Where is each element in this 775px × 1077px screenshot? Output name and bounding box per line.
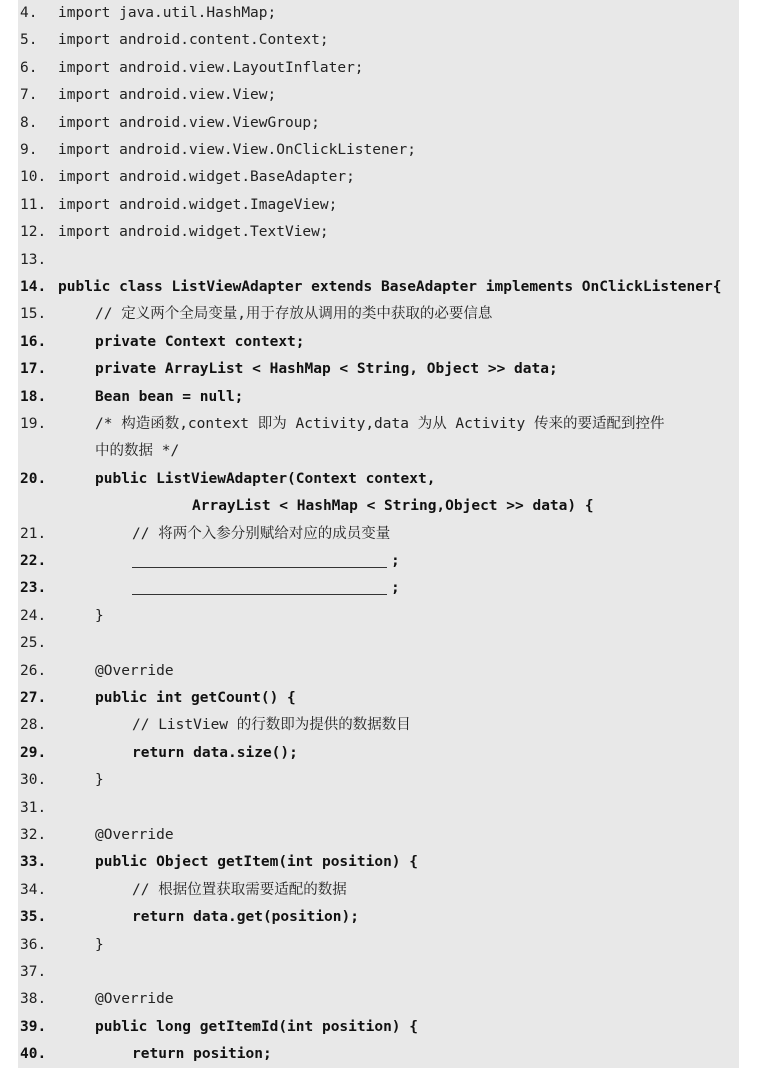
code-text: import android.content.Context; [58,32,329,49]
line-number: 36. [20,936,47,953]
line-number: 13. [20,251,47,268]
line-number: 28. [20,717,47,734]
code-line [18,110,739,137]
code-text: public long getItemId(int position) { [95,1018,419,1035]
line-number: 15. [20,306,47,323]
code-text: import android.view.View; [58,87,277,104]
code-line [18,986,739,1013]
code-text: private Context context; [95,333,305,350]
line-number: 40. [20,1046,47,1063]
code-line [18,164,739,191]
code-text: private ArrayList < HashMap < String, Object >> data; [95,361,558,378]
code-line [18,1041,739,1068]
line-number: 8. [20,114,38,131]
code-line [18,55,739,82]
code-line [18,219,739,246]
code-line [18,274,739,301]
line-number: 32. [20,827,47,843]
code-text: // 根据位置获取需要适配的数据 [132,881,347,898]
code-line [18,603,739,630]
code-line [18,712,739,739]
line-number: 39. [20,1018,47,1035]
code-line [18,575,739,602]
code-listing [18,0,739,1068]
line-number: 16. [20,333,47,350]
code-text: @Override [95,827,174,843]
line-number: 37. [20,964,47,980]
code-line [18,329,739,356]
code-line [18,822,739,849]
line-number: 38. [20,991,47,1008]
code-text: } [95,607,104,624]
code-line [18,932,739,959]
code-text: import android.widget.BaseAdapter; [58,169,355,186]
line-number: 18. [20,388,47,405]
code-line [18,1014,739,1041]
line-number: 19. [20,416,47,432]
code-line [18,904,739,931]
code-line [18,411,739,438]
code-line [18,0,739,27]
line-number: 34. [20,881,47,898]
code-text: return position; [132,1046,272,1063]
code-line [18,685,739,712]
code-line [18,795,739,822]
code-text: import android.widget.TextView; [58,224,329,241]
line-number: 12. [20,224,47,241]
code-text: public class ListViewAdapter extends BaseAdapter implements OnClickListener{ [58,279,722,295]
line-number: 9. [20,142,38,158]
fill-in-blank: ; [391,553,400,569]
line-number: 17. [20,361,47,378]
code-line [18,301,739,328]
code-line [18,767,739,794]
line-number: 5. [20,32,38,49]
code-line [18,27,739,54]
code-text: Bean bean = null; [95,388,244,405]
code-line [18,192,739,219]
line-number: 29. [20,744,47,761]
code-line [18,438,739,465]
code-text: return data.get(position); [132,909,359,926]
code-text: } [95,772,104,789]
code-line [18,82,739,109]
line-number: 22. [20,553,47,569]
code-text: // ListView 的行数即为提供的数据数目 [132,717,411,734]
code-line [18,658,739,685]
line-number: 4. [20,5,38,21]
code-line [18,959,739,986]
line-number: 25. [20,635,47,652]
line-number: 21. [20,525,47,542]
line-number: 6. [20,59,38,76]
code-text: // 将两个入参分别赋给对应的成员变量 [132,525,391,542]
line-number: 35. [20,909,47,926]
code-line [18,356,739,383]
code-text: /* 构造函数,context 即为 Activity,data 为从 Activity 传来的要适配到控件 [95,416,665,432]
line-number: 10. [20,169,47,186]
code-text: import android.view.ViewGroup; [58,114,320,131]
line-number: 7. [20,87,38,104]
line-number: 23. [20,580,47,597]
code-line [18,137,739,164]
code-line [18,247,739,274]
line-number: 30. [20,772,47,789]
code-text: } [95,936,104,953]
code-text: @Override [95,991,174,1008]
line-number: 14. [20,279,47,295]
code-text: public int getCount() { [95,690,296,706]
code-line [18,466,739,493]
code-line [18,384,739,411]
code-line [18,740,739,767]
blank-underline [132,567,387,568]
code-text: import android.view.View.OnClickListener; [58,142,416,158]
code-text: return data.size(); [132,744,298,761]
code-line [18,630,739,657]
code-text: import java.util.HashMap; [58,5,277,21]
line-number: 26. [20,662,47,679]
code-line [18,849,739,876]
code-line [18,521,739,548]
code-line [18,877,739,904]
line-number: 27. [20,690,47,706]
code-text: // 定义两个全局变量,用于存放从调用的类中获取的必要信息 [95,306,493,323]
line-number: 31. [20,799,47,816]
line-number: 11. [20,196,47,213]
fill-in-blank: ; [391,580,400,597]
code-line [18,493,739,520]
code-text: @Override [95,662,174,679]
code-text: 中的数据 */ [95,443,180,460]
line-number: 33. [20,854,47,871]
code-line [18,548,739,575]
blank-underline [132,594,387,595]
line-number: 20. [20,470,47,487]
code-text: public ListViewAdapter(Context context, [95,470,436,487]
code-text: import android.view.LayoutInflater; [58,59,364,76]
code-text: ArrayList < HashMap < String,Object >> data) { [192,498,594,515]
code-text: import android.widget.ImageView; [58,196,338,213]
code-text: public Object getItem(int position) { [95,854,419,871]
line-number: 24. [20,607,47,624]
